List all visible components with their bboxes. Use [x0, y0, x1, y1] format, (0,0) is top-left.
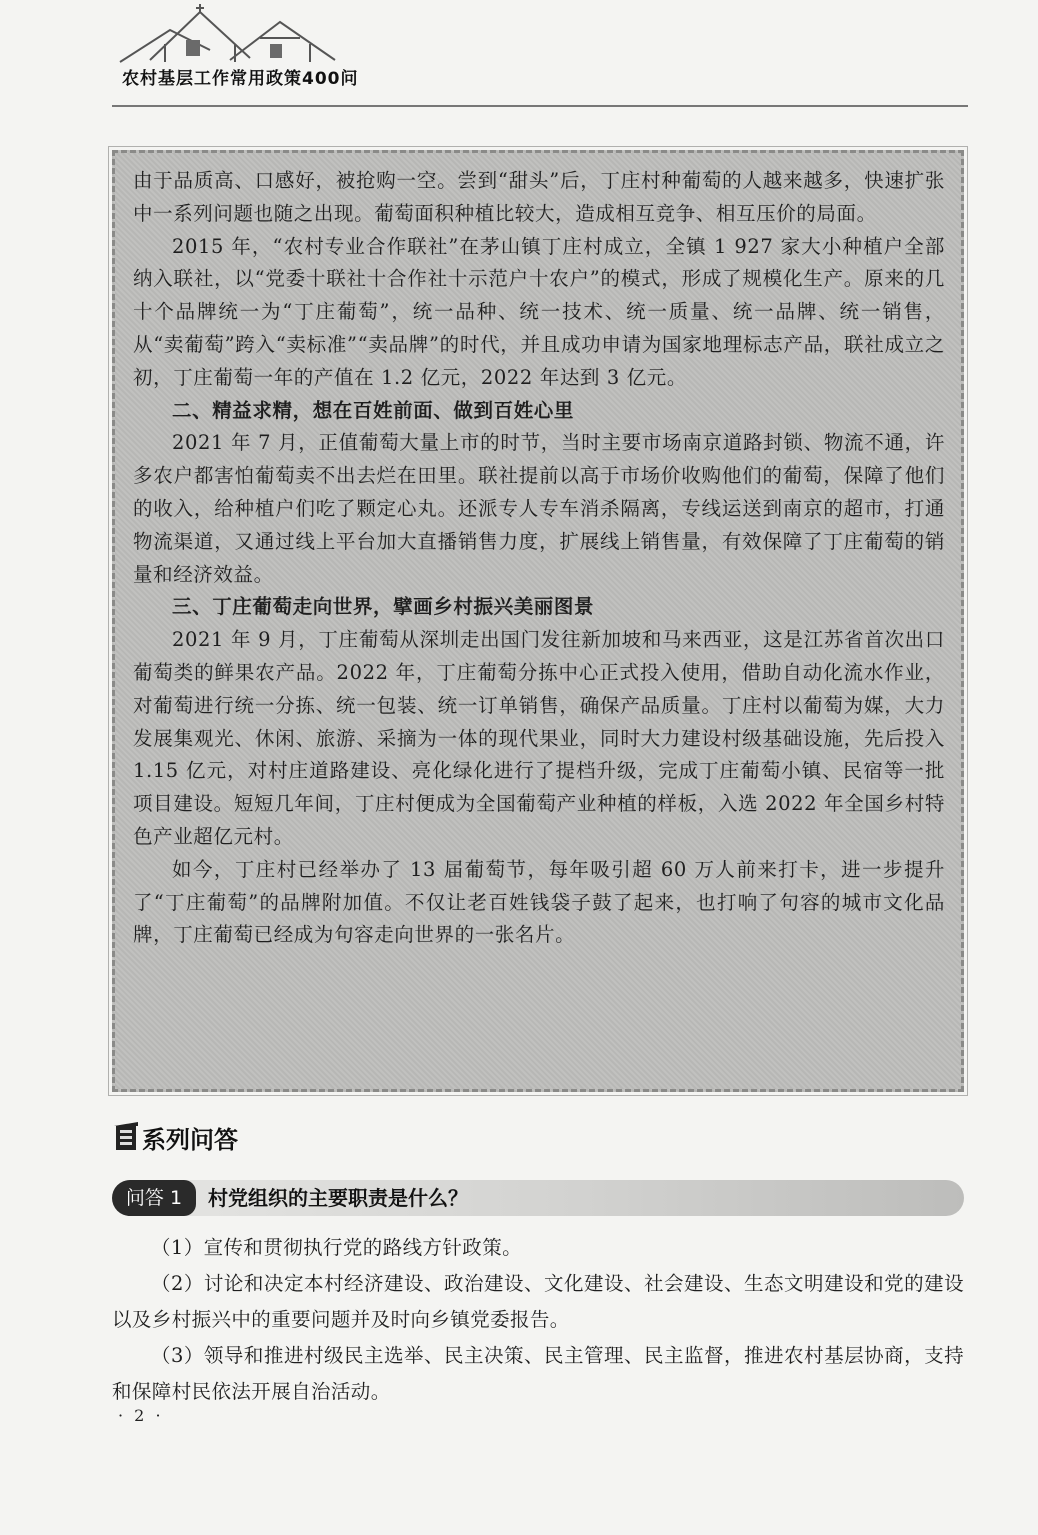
answer-item: （3）领导和推进村级民主选举、民主决策、民主管理、民主监督，推进农村基层协商，支持和保障村民依法开展自治活动。: [112, 1344, 964, 1403]
body-paragraph: 2015 年，“农村专业合作联社”在茅山镇丁庄村成立，全镇 1 927 家大小种植户全部纳入联社，以“党委十联社十合作社十示范户十农户”的模式，形成了规模化生产。原来的几十个品牌统一为“丁庄葡萄”，统一品种、统一技术、统一质量、统一品牌、统一销售，从“卖葡萄”跨入“卖标准”“卖品牌”的时代，并且成功申请为国家地理标志产品，联社成立之初，丁庄葡萄一年的产值在 1.2 亿元，2022 年达到 3 亿元。: [133, 234, 945, 389]
case-study-text: [133, 165, 945, 952]
body-paragraph: 2021 年 9 月，丁庄葡萄从深圳走出国门发往新加坡和马来西亚，这是江苏省首次出口葡萄类的鲜果农产品。2022 年，丁庄葡萄分拣中心正式投入使用，借助自动化流水作业，对葡萄进行统一分拣、统一包装、统一订单销售，确保产品质量。丁庄村以葡萄为媒，大力发展集观光、休闲、旅游、采摘为一体的现代果业，同时大力建设村级基础设施，先后投入 1.15 亿元，对村庄道路建设、亮化绿化进行了提档升级，完成丁庄葡萄小镇、民宿等一批项目建设。短短几年间，丁庄村便成为全国葡萄产业种植的样板，入选 2022 年全国乡村特色产业超亿元村。: [133, 628, 945, 848]
body-paragraph: 如今，丁庄村已经举办了 13 届葡萄节，每年吸引超 60 万人前来打卡，进一步提升了“丁庄葡萄”的品牌附加值。不仅让老百姓钱袋子鼓了起来，也打响了句容的城市文化品牌，丁庄葡萄已经成为句容走向世界的一张名片。: [133, 857, 945, 947]
body-paragraph: 2021 年 7 月，正值葡萄大量上市的时节，当时主要市场南京道路封锁、物流不通，许多农户都害怕葡萄卖不出去烂在田里。联社提前以高于市场价收购他们的葡萄，保障了他们的收入，给种植户们吃了颗定心丸。还派专人专车消杀隔离，专线运送到南京的超市，打通物流渠道，又通过线上平台加大直播销售力度，扩展线上销售量，有效保障了丁庄葡萄的销量和经济效益。: [133, 431, 945, 586]
body-paragraph: 由于品质高、口感好，被抢购一空。尝到“甜头”后，丁庄村种葡萄的人越来越多，快速扩张中一系列问题也随之出现。葡萄面积种植比较大，造成相互竞争、相互压价的局面。: [133, 169, 945, 225]
book-title: 农村基层工作常用政策400问: [122, 69, 359, 89]
book-icon: [114, 1122, 140, 1152]
case-study-box: [112, 150, 964, 1092]
section-subheading: 二、精益求精，想在百姓前面、做到百姓心里: [172, 398, 575, 422]
section-subheading: 三、丁庄葡萄走向世界，擘画乡村振兴美丽图景: [172, 595, 595, 619]
question-bar: [112, 1180, 964, 1216]
header-rule: [112, 105, 968, 107]
answer-item: （1）宣传和贯彻执行党的路线方针政策。: [151, 1236, 523, 1259]
answer-list: [112, 1230, 964, 1410]
question-text: 村党组织的主要职责是什么？: [208, 1186, 468, 1210]
page-header: [0, 0, 1038, 110]
qa-section-title: 系列问答: [142, 1126, 238, 1154]
page-number: · 2 ·: [118, 1406, 164, 1425]
answer-item: （2）讨论和决定本村经济建设、政治建设、文化建设、社会建设、生态文明建设和党的建设以及乡村振兴中的重要问题并及时向乡镇党委报告。: [112, 1272, 964, 1331]
question-badge: 问答 1: [112, 1180, 196, 1216]
